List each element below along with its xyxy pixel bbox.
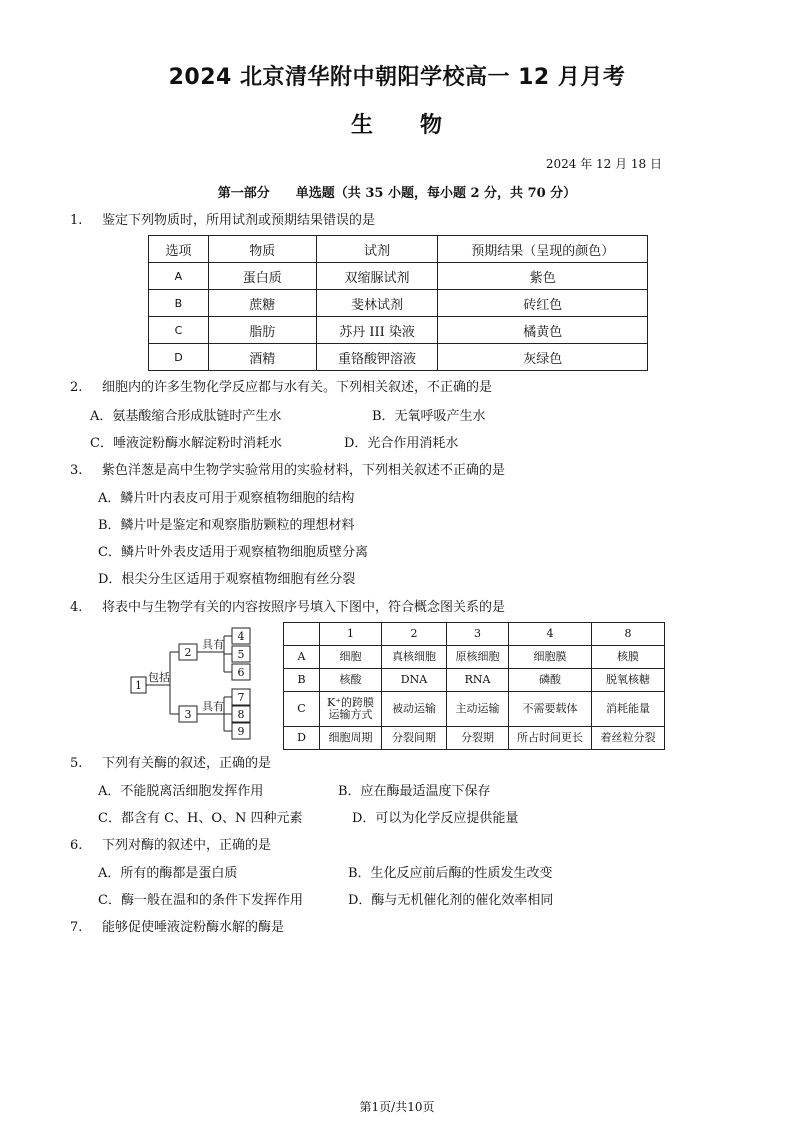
table-cell: 砖红色 bbox=[438, 290, 648, 317]
table-cell: 酒精 bbox=[208, 344, 316, 371]
table-cell: A bbox=[149, 263, 209, 290]
table-cell: 主动运输 bbox=[447, 692, 509, 727]
option-a: A．不能脱离活细胞发挥作用 bbox=[98, 784, 264, 799]
table-header: 1 bbox=[320, 623, 382, 646]
table-header: 预期结果（呈现的颜色） bbox=[438, 236, 648, 263]
table-cell: K⁺的跨膜运输方式 bbox=[320, 692, 382, 727]
table-cell: 原核细胞 bbox=[447, 646, 509, 669]
table-cell: 橘黄色 bbox=[438, 317, 648, 344]
label-have-lower: 具有 bbox=[202, 700, 224, 713]
question-7 bbox=[70, 916, 284, 935]
page-footer: 第1页/共10页 bbox=[359, 1100, 435, 1114]
table-row bbox=[284, 646, 665, 669]
table-cell: 脂肪 bbox=[208, 317, 316, 344]
table-cell: 紫色 bbox=[438, 263, 648, 290]
question-6 bbox=[70, 834, 271, 853]
table-header-row bbox=[284, 623, 665, 646]
question-text: 将表中与生物学有关的内容按照序号填入下图中，符合概念图关系的是 bbox=[102, 600, 506, 615]
section-heading: 第一部分 单选题（共 35 小题，每小题 2 分，共 70 分） bbox=[217, 186, 577, 201]
table-cell: 蛋白质 bbox=[208, 263, 316, 290]
table-row bbox=[284, 669, 665, 692]
table-cell: 消耗能量 bbox=[592, 692, 665, 727]
option-d: D．可以为化学反应提供能量 bbox=[352, 811, 519, 826]
option-d: D．酶与无机催化剂的催化效率相同 bbox=[348, 893, 554, 908]
option-b: B．无氧呼吸产生水 bbox=[372, 409, 486, 424]
concept-map bbox=[126, 625, 276, 743]
subject-title: 生 物 bbox=[350, 113, 443, 138]
node-7: 7 bbox=[237, 691, 245, 704]
option-a: A．所有的酶都是蛋白质 bbox=[98, 866, 238, 881]
exam-date: 2024 年 12 月 18 日 bbox=[545, 157, 662, 171]
table-header: 2 bbox=[382, 623, 447, 646]
table-cell: 分裂期 bbox=[447, 727, 509, 750]
table-cell: 重铬酸钾溶液 bbox=[316, 344, 438, 371]
table-cell: 蔗糖 bbox=[208, 290, 316, 317]
page-title: 2024 北京清华附中朝阳学校高一 12 月月考 bbox=[168, 65, 626, 90]
table-cell: 真核细胞 bbox=[382, 646, 447, 669]
question-text: 鉴定下列物质时，所用试剂或预期结果错误的是 bbox=[102, 213, 376, 228]
reagent-table bbox=[148, 235, 648, 371]
table-header: 物质 bbox=[208, 236, 316, 263]
question-number: 3. bbox=[70, 463, 83, 478]
table-cell: C bbox=[284, 692, 320, 727]
table-cell: C bbox=[149, 317, 209, 344]
question-number: 4. bbox=[70, 600, 83, 615]
table-header: 试剂 bbox=[316, 236, 438, 263]
table-cell: 双缩脲试剂 bbox=[316, 263, 438, 290]
node-1: 1 bbox=[135, 679, 142, 692]
question-2 bbox=[70, 376, 492, 395]
table-cell: 着丝粒分裂 bbox=[592, 727, 665, 750]
table-cell: 细胞 bbox=[320, 646, 382, 669]
question-4 bbox=[70, 596, 505, 615]
table-cell: D bbox=[284, 727, 320, 750]
node-4: 4 bbox=[237, 630, 245, 643]
table-row bbox=[284, 692, 665, 727]
table-cell: RNA bbox=[447, 669, 509, 692]
table-row bbox=[149, 290, 648, 317]
table-cell: 细胞膜 bbox=[509, 646, 592, 669]
question-text: 细胞内的许多生物化学反应都与水有关。下列相关叙述，不正确的是 bbox=[102, 380, 493, 395]
question-text: 下列对酶的叙述中，正确的是 bbox=[102, 838, 272, 853]
node-6: 6 bbox=[237, 666, 245, 679]
question-number: 1. bbox=[70, 213, 83, 228]
question-5 bbox=[70, 752, 271, 771]
table-cell: 所占时间更长 bbox=[509, 727, 592, 750]
label-include: 包括 bbox=[148, 671, 170, 684]
table-header: 4 bbox=[509, 623, 592, 646]
table-cell: B bbox=[149, 290, 209, 317]
question-number: 7. bbox=[70, 920, 83, 935]
table-cell: 分裂间期 bbox=[382, 727, 447, 750]
table-cell: B bbox=[284, 669, 320, 692]
table-cell: 核膜 bbox=[592, 646, 665, 669]
option-c: C．酶一般在温和的条件下发挥作用 bbox=[98, 893, 303, 908]
option-a: A．鳞片叶内表皮可用于观察植物细胞的结构 bbox=[98, 491, 355, 506]
concept-table bbox=[283, 622, 665, 750]
node-3: 3 bbox=[184, 708, 192, 721]
question-text: 能够促使唾液淀粉酶水解的酶是 bbox=[102, 920, 285, 935]
table-row bbox=[149, 263, 648, 290]
question-3 bbox=[70, 459, 505, 478]
question-number: 2. bbox=[70, 380, 83, 395]
table-cell: 苏丹 III 染液 bbox=[316, 317, 438, 344]
table-cell: 磷酸 bbox=[509, 669, 592, 692]
table-cell: D bbox=[149, 344, 209, 371]
question-number: 6. bbox=[70, 838, 83, 853]
option-c: C．唾液淀粉酶水解淀粉时消耗水 bbox=[90, 436, 282, 451]
table-cell: DNA bbox=[382, 669, 447, 692]
table-cell: 被动运输 bbox=[382, 692, 447, 727]
table-header: 选项 bbox=[149, 236, 209, 263]
node-8: 8 bbox=[237, 708, 245, 721]
table-cell: A bbox=[284, 646, 320, 669]
option-d: D．光合作用消耗水 bbox=[344, 436, 459, 451]
table-row bbox=[149, 317, 648, 344]
label-have-upper: 具有 bbox=[202, 638, 224, 651]
node-2: 2 bbox=[184, 646, 192, 659]
table-cell: 核酸 bbox=[320, 669, 382, 692]
question-number: 5. bbox=[70, 756, 83, 771]
table-cell: 灰绿色 bbox=[438, 344, 648, 371]
option-b: B．生化反应前后酶的性质发生改变 bbox=[348, 866, 553, 881]
table-header: 8 bbox=[592, 623, 665, 646]
table-row bbox=[149, 344, 648, 371]
question-text: 紫色洋葱是高中生物学实验常用的实验材料，下列相关叙述不正确的是 bbox=[102, 463, 506, 478]
node-9: 9 bbox=[237, 725, 245, 738]
table-cell: 脱氧核糖 bbox=[592, 669, 665, 692]
question-text: 下列有关酶的叙述，正确的是 bbox=[102, 756, 272, 771]
table-cell: 细胞周期 bbox=[320, 727, 382, 750]
node-5: 5 bbox=[237, 648, 245, 661]
question-1 bbox=[70, 209, 375, 228]
table-header-row bbox=[149, 236, 648, 263]
option-d: D．根尖分生区适用于观察植物细胞有丝分裂 bbox=[98, 572, 356, 587]
table-row bbox=[284, 727, 665, 750]
option-b: B．应在酶最适温度下保存 bbox=[338, 784, 491, 799]
table-header bbox=[284, 623, 320, 646]
option-b: B．鳞片叶是鉴定和观察脂肪颗粒的理想材料 bbox=[98, 518, 355, 533]
table-cell: 斐林试剂 bbox=[316, 290, 438, 317]
option-c: C．鳞片叶外表皮适用于观察植物细胞质壁分离 bbox=[98, 545, 368, 560]
option-c: C．都含有 C、H、O、N 四种元素 bbox=[98, 811, 303, 826]
table-header: 3 bbox=[447, 623, 509, 646]
table-cell: 不需要载体 bbox=[509, 692, 592, 727]
option-a: A．氨基酸缩合形成肽链时产生水 bbox=[90, 409, 282, 424]
